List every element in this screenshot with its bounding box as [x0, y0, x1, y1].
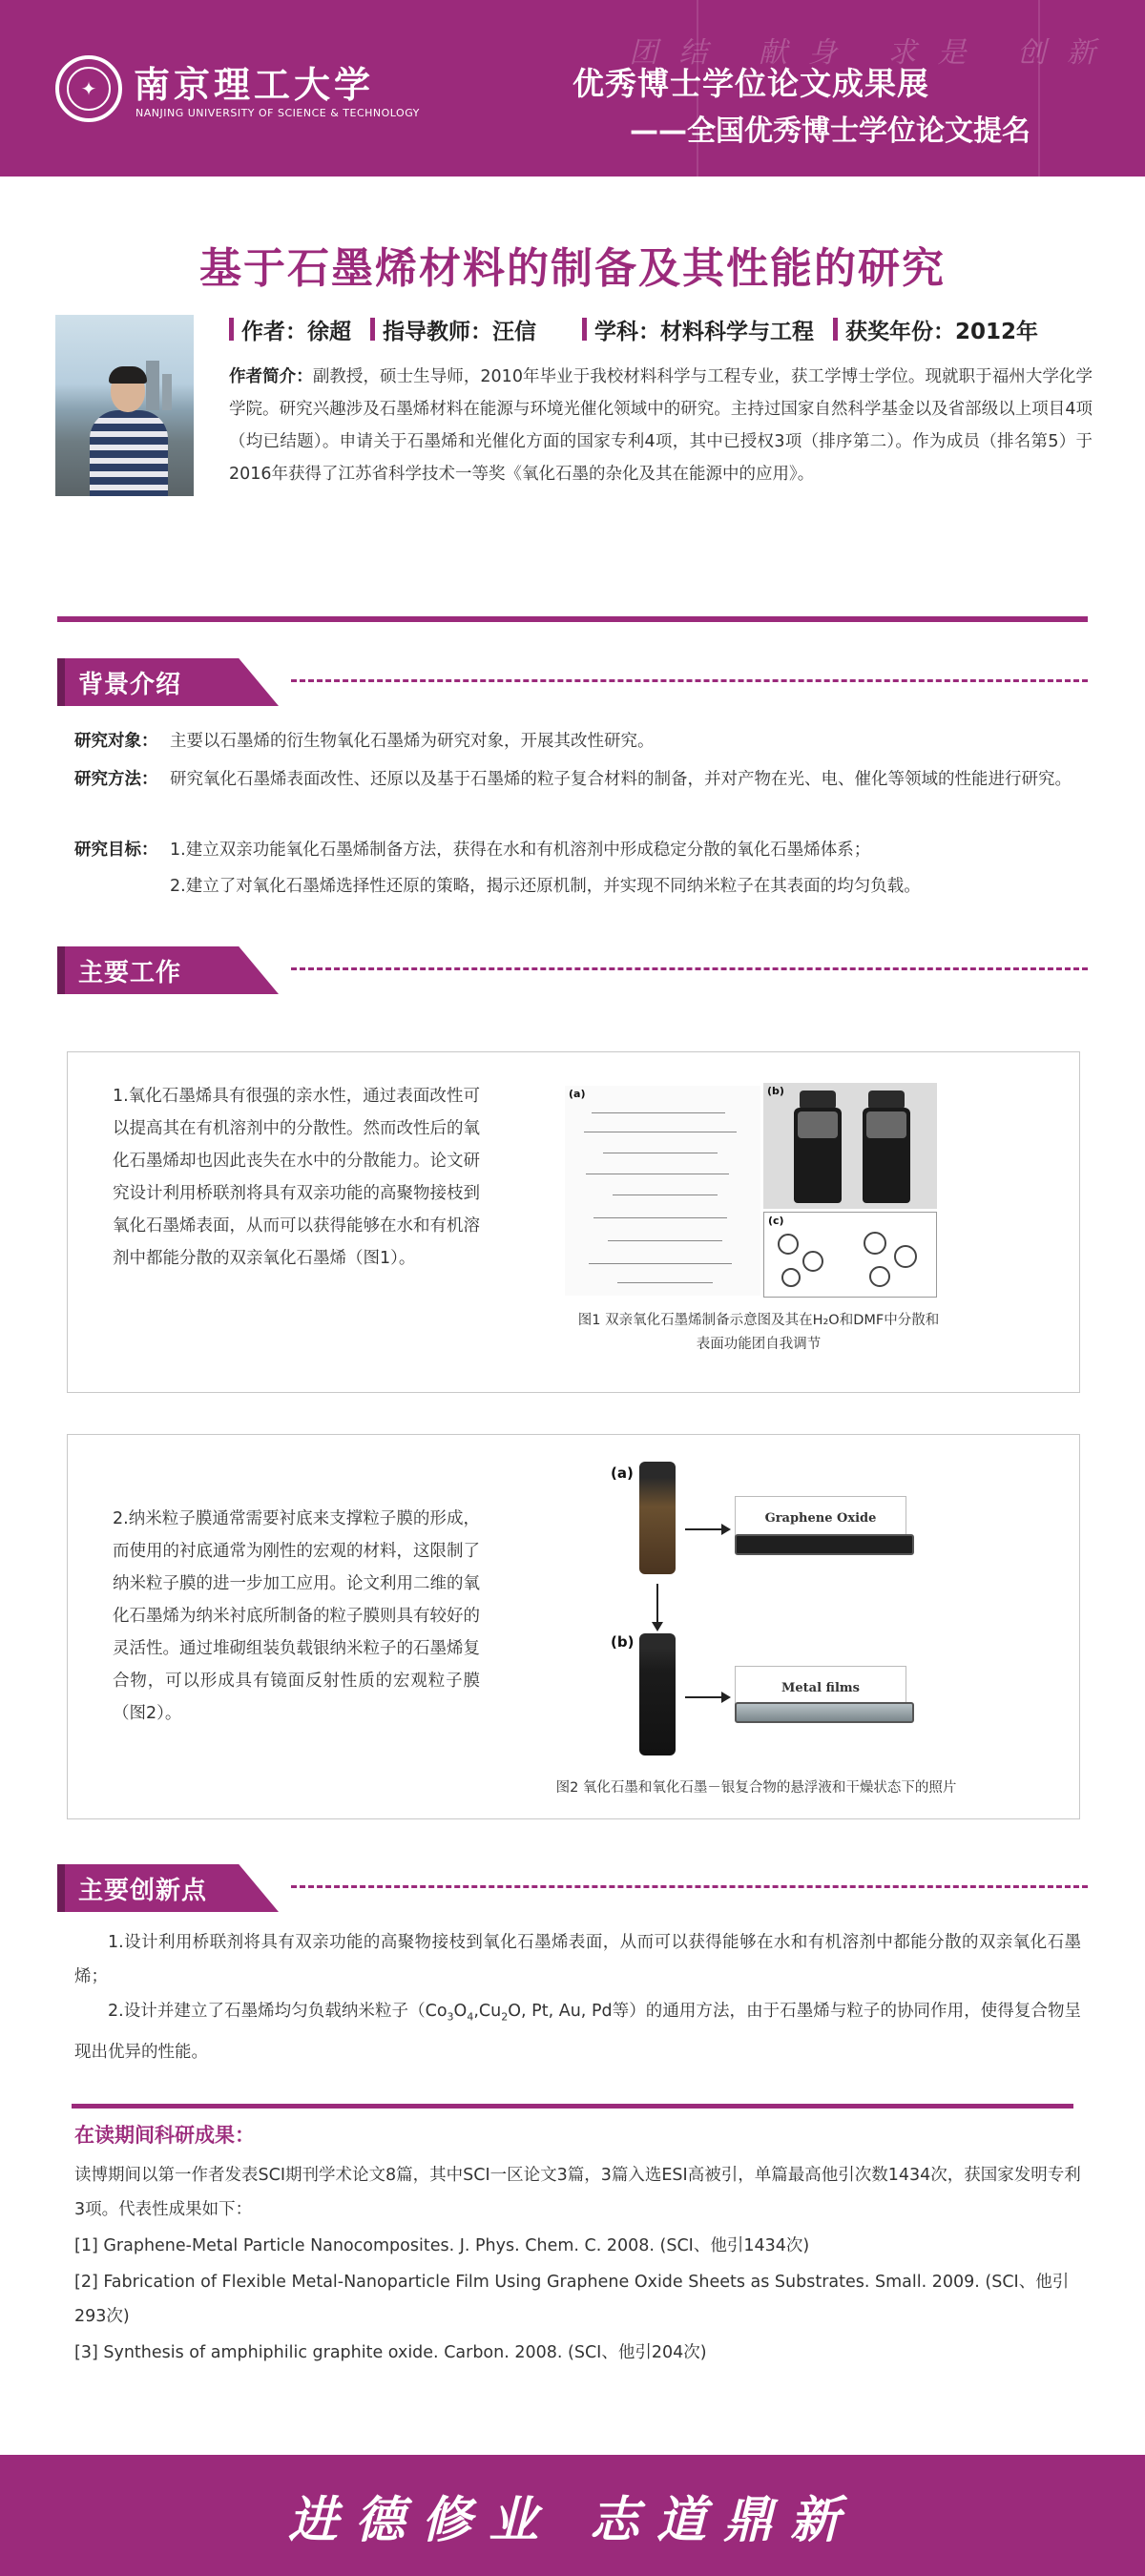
section-dashed-line [291, 1885, 1088, 1888]
bio-text: 副教授，硕士生导师，2010年毕业于我校材料科学与工程专业，获工学博士学位。现就职于福州大学化学学院。研究兴趣涉及石墨烯材料在能源与环境光催化领域中的研究。主持过国家自然科学基金以及省部级以上项目4项（均已结题）。申请关于石墨烯和光催化方面的国家专利4项，其中已授权3项（排序第二）。作为成员（排名第5）于2016年获得了江苏省科学技术一等奖《氧化石墨的杂化及其在能源中的应用》。 [229, 367, 1093, 484]
results-summary: 读博期间以第一作者发表SCI期刊学术论文8篇，其中SCI一区论文3篇，3篇入选ESI高被引，单篇最高他引次数1434次，获国家发明专利3项。代表性成果如下： [74, 2166, 1081, 2219]
meta-discipline [582, 314, 814, 345]
photo-person-hair [109, 366, 147, 384]
section-tab-edge [57, 1864, 65, 1912]
work-1-text: 1.氧化石墨烯具有很强的亲水性，通过表面改性可以提高其在有机溶剂中的分散性。然而改性后的氧化石墨烯却也因此丧失在水中的分散能力。论文研究设计利用桥联剂将具有双亲功能的高聚物接枝到氧化石墨烯表面，从而可以获得能够在水和有机溶剂中都能分散的双亲氧化石墨烯（图1）。 [113, 1087, 480, 1268]
sign-metal-films: Metal films [735, 1666, 906, 1710]
background-goal-label-row [74, 834, 170, 866]
author-bio [229, 361, 1093, 490]
section-title: 主要创新点 [78, 1877, 208, 1905]
diagram-loop [778, 1234, 799, 1255]
background-goal-2: 2.建立了对氧化石墨烯选择性还原的策略，揭示还原机制，并实现不同纳米粒子在其表面的均匀负载。 [170, 877, 921, 896]
background-goal-1: 1.建立双亲功能氧化石墨烯制备方法，获得在水和有机溶剂中形成稳定分散的氧化石墨烯体系； [170, 841, 871, 860]
meta-advisor [370, 314, 536, 345]
university-name-cn: 南京理工大学 [134, 63, 375, 106]
meta-year [833, 314, 1038, 345]
sign-graphene-oxide: Graphene Oxide [735, 1496, 906, 1540]
meta-author [229, 314, 351, 345]
innovation-subscript: 3 [447, 2010, 454, 2024]
vial-cap [645, 1633, 668, 1649]
vial-cap [800, 1091, 836, 1110]
background-method-label-row [74, 763, 170, 796]
scheme-line [592, 1112, 725, 1113]
vial-glass [866, 1111, 906, 1138]
thesis-title: 基于石墨烯材料的制备及其性能的研究 [199, 244, 946, 293]
meta-bar [229, 318, 234, 341]
author-meta-row [229, 315, 1057, 343]
scheme-line [589, 1263, 732, 1264]
results-ref-3: [3] Synthesis of amphiphilic graphite oxide. Carbon. 2008. (SCI、他引204次) [74, 2343, 707, 2362]
background-method-label: 研究方法： [74, 770, 158, 789]
section-header-main-work [57, 946, 1088, 994]
results-divider [72, 2104, 1073, 2109]
section-dashed-line [291, 967, 1088, 970]
meta-author-text: 作者：徐超 [241, 319, 351, 344]
figure-1a-scheme [565, 1086, 760, 1296]
scheme-line [593, 1217, 727, 1218]
university-logo [55, 55, 122, 122]
section-tab-edge [57, 658, 65, 706]
section-divider [57, 616, 1088, 622]
figure-1b-vials [763, 1083, 937, 1209]
innovation-item-1: 1.设计利用桥联剂将具有双亲功能的高聚物接枝到氧化石墨烯表面，从而可以获得能够在水和有机溶剂中都能分散的双亲氧化石墨烯； [74, 1933, 1081, 1986]
diagram-loop [781, 1268, 801, 1287]
diagram-loop [869, 1266, 890, 1287]
meta-bar [833, 318, 838, 341]
exhibition-subtitle: ——全国优秀博士学位论文提名 [630, 114, 1030, 148]
meta-bar [370, 318, 375, 341]
vial-cap [645, 1462, 668, 1477]
background-object [74, 725, 655, 758]
figure-1-caption: 图1 双亲氧化石墨烯制备示意图及其在H₂O和DMF中分散和表面功能团自我调节 [577, 1313, 940, 1352]
meta-bar [582, 318, 587, 341]
innovation-item-2 [74, 1994, 1081, 2069]
header-banner [0, 0, 1145, 177]
tray-graphene-oxide [735, 1534, 914, 1555]
author-photo [55, 315, 194, 496]
arrow-right-icon [685, 1528, 729, 1530]
figure-1a-label: (a) [569, 1088, 586, 1100]
figure-1c-diagram [763, 1212, 937, 1298]
bio-label: 作者简介： [229, 367, 313, 386]
figure-1c-label: (c) [768, 1215, 784, 1227]
photo-person-body [90, 410, 168, 496]
footer-motto: 进德修业 志道鼎新 [287, 2491, 858, 2549]
innovation-item-2-part: O [453, 2002, 468, 2021]
work-2-text: 2.纳米粒子膜通常需要衬底来支撑粒子膜的形成，而使用的衬底通常为刚性的宏观的材料，这限制了纳米粒子膜的进一步加工应用。论文利用二维的氧化石墨烯为纳米衬底所制备的粒子膜则具有较好的灵活性。通过堆砌组装负载银纳米粒子的石墨烯复合物，可以形成具有镜面反射性质的宏观粒子膜（图2）。 [113, 1509, 480, 1723]
photo-building [146, 361, 159, 410]
section-dashed-line [291, 679, 1088, 682]
scheme-line [617, 1282, 713, 1283]
arrow-down-icon [656, 1584, 658, 1630]
innovation-subscript: 2 [501, 2010, 509, 2024]
background-method-text: 研究氧化石墨烯表面改性、还原以及基于石墨烯的粒子复合材料的制备，并对产物在光、电、催化等领域的性能进行研究。 [170, 770, 1072, 789]
section-header-innovation [57, 1864, 1088, 1912]
section-title: 主要工作 [78, 959, 182, 987]
results-ref-1: [1] Graphene-Metal Particle Nanocomposites. J. Phys. Chem. C. 2008. (SCI、他引1434次) [74, 2236, 810, 2255]
innovation-item-2-part: 2.设计并建立了石墨烯均匀负载纳米粒子（Co [108, 2002, 448, 2021]
vial-metal-films [639, 1633, 676, 1755]
figure-2b-label: (b) [611, 1633, 635, 1651]
background-object-label: 研究对象： [74, 732, 158, 751]
section-tab-edge [57, 946, 65, 994]
diagram-loop [894, 1245, 917, 1268]
diagram-loop [802, 1251, 823, 1272]
arrow-right-icon [685, 1696, 729, 1698]
figure-2-caption: 图2 氧化石墨和氧化石墨－银复合物的悬浮液和干燥状态下的照片 [555, 1780, 957, 1796]
logo-emblem-icon: ✦ [67, 67, 111, 111]
section-header-background [57, 658, 1088, 706]
results-title: 在读期间科研成果： [74, 2124, 255, 2147]
vial-graphene-oxide [639, 1462, 676, 1574]
meta-advisor-text: 指导教师：汪信 [383, 319, 536, 344]
results-ref-2: [2] Fabrication of Flexible Metal-Nanoparticle Film Using Graphene Oxide Sheets as Substrates. Small. 2009. (SCI、他引293次) [74, 2273, 1070, 2326]
meta-discipline-text: 学科：材料科学与工程 [594, 319, 814, 344]
vial-glass [798, 1111, 838, 1138]
background-goal-label: 研究目标： [74, 841, 158, 860]
section-title: 背景介绍 [78, 671, 182, 699]
innovation-item-2-part: O, Pt, Au, Pd等）的通用方法，由于石墨烯与粒子的协同作用，使得复合物呈现出优异的性能。 [74, 2002, 1081, 2062]
innovation-subscript: 4 [467, 2010, 474, 2024]
tray-metal-films [735, 1702, 914, 1723]
footer-banner [0, 2455, 1145, 2576]
figure-1b-label: (b) [767, 1085, 784, 1097]
vial-cap [868, 1091, 905, 1110]
university-name-en: NANJING UNIVERSITY OF SCIENCE & TECHNOLOGY [135, 107, 420, 119]
header-decoration [1038, 0, 1040, 177]
photo-building [162, 374, 172, 410]
background-object-text: 主要以石墨烯的衍生物氧化石墨烯为研究对象，开展其改性研究。 [170, 732, 655, 751]
innovation-item-2-part: ,Cu [473, 2002, 502, 2021]
header-watermark: 团结 献身 求是 创新 [629, 36, 1116, 70]
exhibition-title: 优秀博士学位论文成果展 [572, 65, 929, 102]
meta-year-text: 获奖年份：2012年 [845, 319, 1039, 344]
scheme-line [608, 1240, 722, 1241]
diagram-loop [864, 1232, 886, 1255]
figure-2a-label: (a) [611, 1465, 634, 1482]
